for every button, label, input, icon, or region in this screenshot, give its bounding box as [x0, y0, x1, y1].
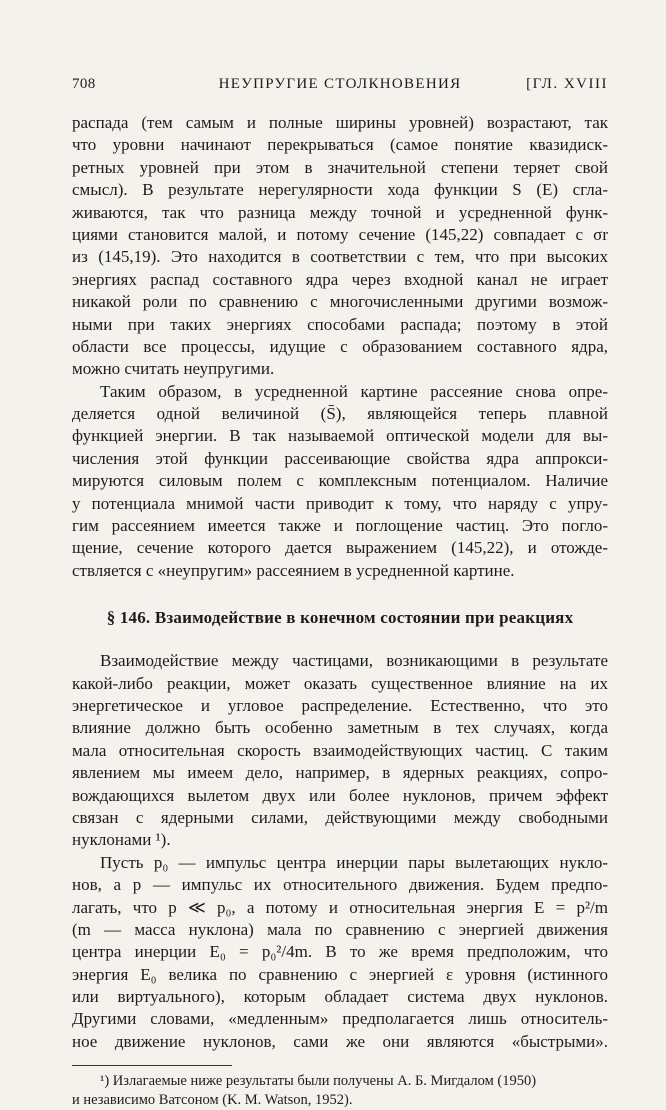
text-line: живаются, так что разница между точной и усредненной функ-	[72, 202, 608, 222]
paragraph-4	[72, 852, 608, 1054]
text-line: центра инерции E₀ = p₀²/4m. В то же время предположим, что	[72, 942, 608, 962]
text-line: распада (тем самым и полные ширины уровней) возрастают, так	[72, 113, 608, 132]
text-line: (m — масса нуклона) мала по сравнению с энергией движения	[72, 919, 608, 939]
footnote	[72, 1072, 608, 1110]
text-line: ствляется с «неупругим» рассеянием в усредненной картине.	[72, 560, 515, 580]
text-line: мала относительная скорость взаимодействующих частиц. С таким	[72, 740, 608, 760]
text-line: Другими словами, «медленным» предполагается лишь относитель-	[72, 1009, 608, 1029]
text-line: у потенциала мнимой части приводит к тому, что наряду с упру-	[72, 493, 608, 513]
text-line: числения этой функции рассеивающие свойства ядра аппрокси-	[72, 448, 608, 468]
text-line: влияние должно быть особенно заметным в тех случаях, когда	[72, 718, 608, 738]
text-line: какой-либо реакции, может оказать существенное влияние на их	[72, 673, 608, 693]
text-line: смысл). В результате нерегулярности хода функции S (E) сгла-	[72, 180, 608, 200]
text-line: ретных уровней при этом в значительной степени теряет свой	[72, 157, 608, 177]
text-line: деляется одной величиной (S̄), являющейся теперь плавной	[72, 404, 608, 424]
text-line: ное движение нуклонов, сами же они являются «быстрыми».	[72, 1031, 608, 1051]
text-line: Таким образом, в усредненной картине рассеяние снова опре-	[100, 381, 608, 401]
footnote-divider	[72, 1065, 232, 1066]
text-line: циями становится малой, и потому сечение (145,22) совпадает с σr	[72, 224, 608, 244]
text-line: что уровни начинают перекрываться (самое понятие квазидиск-	[72, 135, 608, 155]
section-heading: § 146. Взаимодействие в конечном состоянии при реакциях	[106, 608, 574, 628]
footnote-line: и независимо Ватсоном (K. M. Watson, 1952).	[72, 1092, 353, 1109]
chapter-label: [ГЛ. XVIII	[526, 76, 608, 92]
text-line: энергетическое и угловое распределение. Естественно, что это	[72, 695, 608, 715]
page-number: 708	[72, 76, 96, 92]
text-line: явлением мы имеем дело, например, в ядерных реакциях, сопро-	[72, 763, 608, 783]
text-line: области все процессы, идущие с образованием составного ядра,	[72, 336, 608, 356]
text-line: энергия E₀ велика по сравнению с энергией ε уровня (истинного	[72, 964, 608, 984]
text-line: никакой роли по сравнению с многочисленными другими возмож-	[72, 292, 608, 312]
paragraph-1	[72, 112, 608, 381]
text-line: можно считать неупругими.	[72, 359, 275, 379]
running-header	[72, 76, 608, 98]
paragraph-2	[72, 381, 608, 583]
text-line: мируются силовым полем с комплексным потенциалом. Наличие	[72, 471, 608, 491]
text-line: Пусть p₀ — импульс центра инерции пары вылетающих нукло-	[100, 852, 608, 872]
text-line: из (145,19). Это находится в соответствии с тем, что при высоких	[72, 247, 608, 267]
text-line: лагать, что p ≪ p₀, а потому и относительная энергия E = p²/m	[72, 897, 608, 917]
text-line: гим рассеянием имеется также и поглощение частиц. Это погло-	[72, 516, 608, 536]
text-line: вождающихся вылетом двух или более нуклонов, причем эффект	[72, 785, 608, 805]
text-line: функцией энергии. В так называемой оптической модели для вы-	[72, 426, 608, 446]
text-line: ными при таких энергиях способами распада; поэтому в этой	[72, 314, 608, 334]
text-line: энергиях распад составного ядра через входной канал не играет	[72, 269, 608, 289]
running-title: НЕУПРУГИЕ СТОЛКНОВЕНИЯ	[218, 76, 462, 92]
paragraph-3	[72, 650, 608, 852]
text-line: щение, сечение которого дается выражением (145,22), и отожде-	[72, 538, 608, 558]
text-line: Взаимодействие между частицами, возникающими в результате	[100, 651, 608, 671]
text-line: нов, а p — импульс их относительного движения. Будем предпо-	[72, 875, 608, 895]
page	[72, 76, 608, 1110]
footnote-line: ¹) Излагаемые ниже результаты были получены А. Б. Мигдалом (1950)	[100, 1073, 537, 1090]
text-line: нуклонами ¹).	[72, 830, 171, 850]
text-line: связан с ядерными силами, действующими между свободными	[72, 807, 608, 827]
text-line: или виртуального), которым обладает система двух нуклонов.	[72, 987, 608, 1007]
